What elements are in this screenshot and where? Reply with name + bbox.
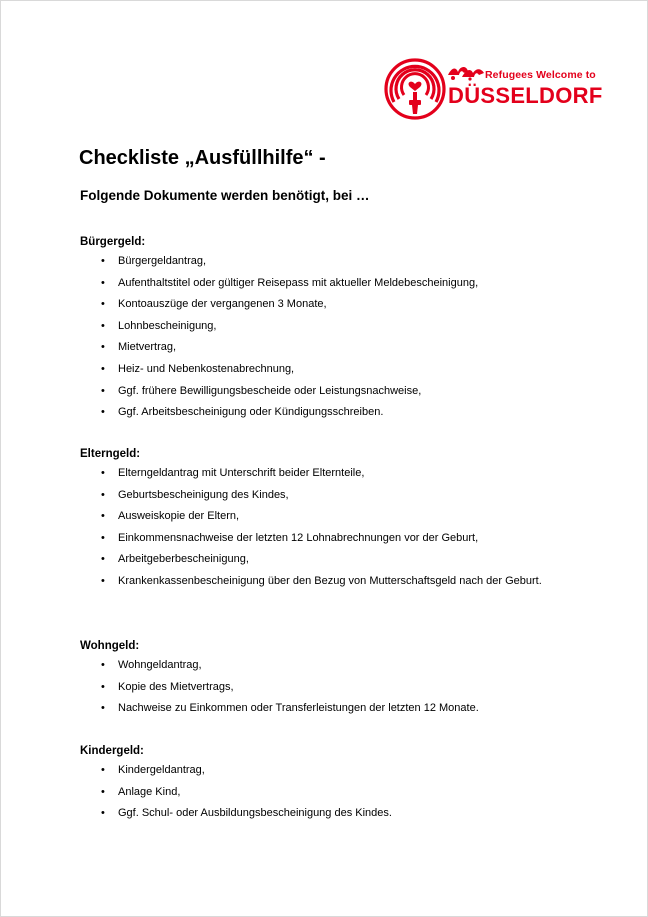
list-item: • Mietvertrag, (80, 337, 558, 359)
birds-icon (446, 63, 486, 81)
section-heading: Wohngeld: (80, 640, 140, 652)
list-item: • Kontoauszüge der vergangenen 3 Monate, (80, 294, 558, 316)
bullet-icon: • (101, 702, 105, 715)
section-heading: Bürgergeld: (80, 236, 146, 248)
list-item: • Ausweiskopie der Eltern, (80, 506, 558, 528)
torch-emblem-icon (384, 58, 446, 120)
list-item: • Einkommensnachweise der letzten 12 Lohnabrechnungen vor der Geburt, (80, 528, 558, 550)
bullet-icon: • (101, 255, 105, 267)
bullet-icon: • (101, 341, 105, 354)
section-heading: Kindergeld: (80, 745, 144, 757)
bullet-icon: • (101, 384, 105, 397)
bullet-icon: • (101, 531, 105, 544)
bullet-icon: • (101, 319, 105, 332)
section-heading: Elterngeld: (80, 448, 141, 460)
checklist (80, 463, 558, 593)
list-item: • Aufenthaltstitel oder gültiger Reisepass mit aktueller Meldebescheinigung, (80, 273, 558, 295)
logo-city-name: DÜSSELDORF (448, 83, 603, 108)
list-item: • Bürgergeldantrag, (80, 251, 558, 273)
bullet-icon: • (101, 406, 105, 419)
bullet-icon: • (101, 807, 105, 820)
logo-tagline: Refugees Welcome to (485, 69, 596, 81)
section-buergergeld (80, 233, 558, 424)
list-item: • Kindergeldantrag, (80, 760, 558, 782)
section-elterngeld (80, 445, 558, 593)
list-item: • Geburtsbescheinigung des Kindes, (80, 485, 558, 507)
list-item: • Kopie des Mietvertrags, (80, 677, 558, 699)
checklist (80, 251, 558, 424)
list-item: • Anlage Kind, (80, 782, 558, 804)
bullet-icon: • (101, 680, 105, 693)
list-item: • Ggf. Arbeitsbescheinigung oder Kündigungsschreiben. (80, 402, 558, 424)
bullet-icon: • (101, 488, 105, 501)
checklist (80, 655, 558, 720)
bullet-icon: • (101, 574, 105, 587)
list-item: • Heiz- und Nebenkostenabrechnung, (80, 359, 558, 381)
bullet-icon: • (101, 785, 105, 798)
list-item: • Arbeitgeberbescheinigung, (80, 549, 558, 571)
list-item: • Nachweise zu Einkommen oder Transferleistungen der letzten 12 Monate. (80, 698, 558, 720)
bullet-icon: • (101, 362, 105, 375)
section-wohngeld (80, 637, 558, 720)
bullet-icon: • (101, 764, 105, 776)
bullet-icon: • (101, 510, 105, 523)
bullet-icon: • (101, 553, 105, 566)
bullet-icon: • (101, 276, 105, 289)
page-title: Checkliste „Ausfüllhilfe“ - (79, 147, 326, 169)
bullet-icon: • (101, 298, 105, 311)
checklist (80, 760, 558, 825)
page-subtitle: Folgende Dokumente werden benötigt, bei … (80, 188, 370, 203)
list-item: • Lohnbescheinigung, (80, 316, 558, 338)
list-item: • Wohngeldantrag, (80, 655, 558, 677)
list-item: • Krankenkassenbescheinigung über den Bezug von Mutterschaftsgeld nach der Geburt. (80, 571, 558, 593)
list-item: • Ggf. Schul- oder Ausbildungsbescheinigung des Kindes. (80, 803, 558, 825)
list-item: • Ggf. frühere Bewilligungsbescheide oder Leistungsnachweise, (80, 381, 558, 403)
bullet-icon: • (101, 659, 105, 671)
section-kindergeld (80, 742, 558, 825)
bullet-icon: • (101, 467, 105, 479)
list-item: • Elterngeldantrag mit Unterschrift beider Elternteile, (80, 463, 558, 485)
